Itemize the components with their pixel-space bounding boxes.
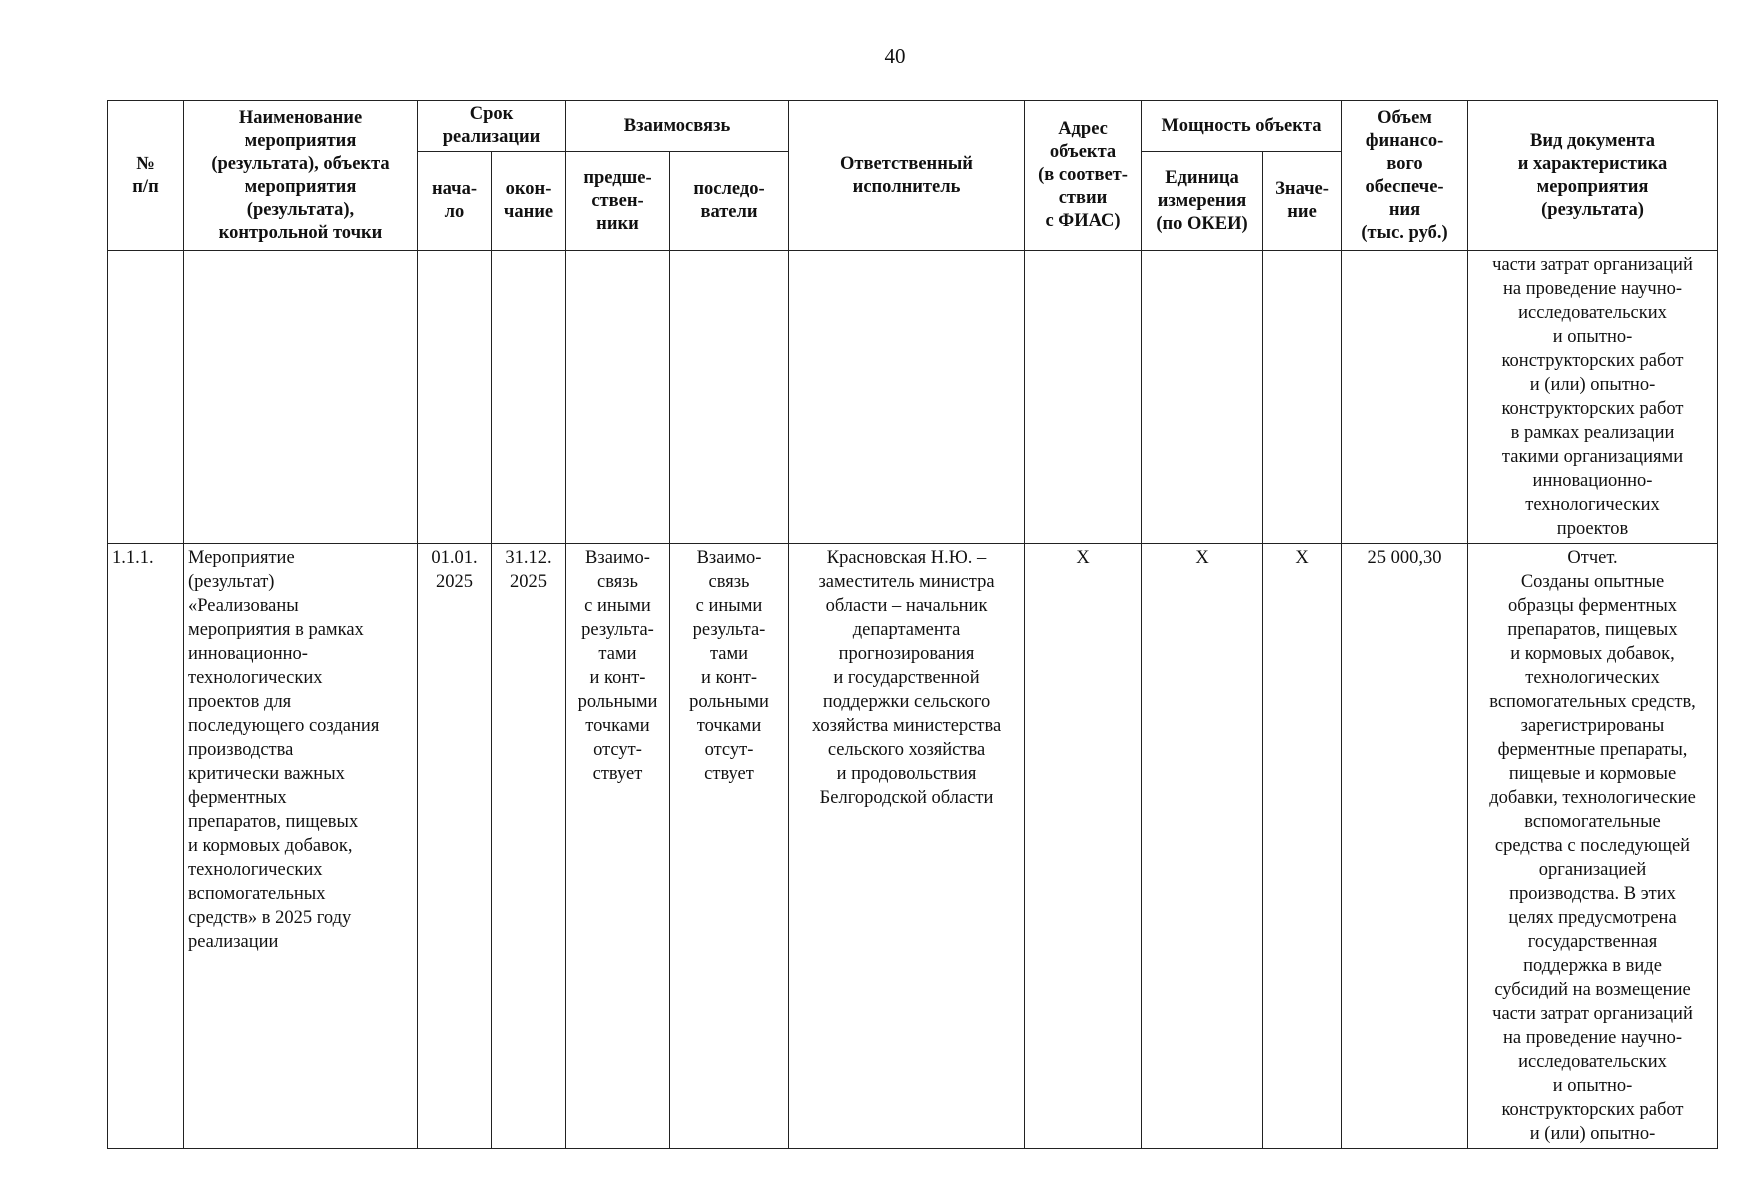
cell-empty: [566, 251, 670, 544]
cell-start: 01.01. 2025: [418, 544, 492, 1149]
header-address: Адрес объекта (в соответ- ствии с ФИАС): [1025, 101, 1142, 251]
cell-value: Х: [1263, 544, 1342, 1149]
cell-empty: [184, 251, 418, 544]
header-responsible: Ответственный исполнитель: [789, 101, 1025, 251]
header-link: Взаимосвязь: [566, 101, 789, 152]
cell-empty: [418, 251, 492, 544]
cell-doc-continuation: части затрат организаций на проведение научно- исследовательских и опытно- конструкторских работ и (или) опытно- конструкторских работ в рамках реализации такими организациями инновационно- технологических проектов: [1468, 251, 1718, 544]
header-term-start: нача- ло: [418, 152, 492, 251]
plan-table: [107, 100, 1718, 1149]
header-num: № п/п: [108, 101, 184, 251]
cell-predecessors: Взаимо- связь с иными результа- тами и конт- рольными точками отсут- ствует: [566, 544, 670, 1149]
header-capacity-value: Значе- ние: [1263, 152, 1342, 251]
page-number: 40: [884, 44, 906, 68]
header-name: Наименование мероприятия (результата), объекта мероприятия (результата), контрольной точки: [184, 101, 418, 251]
cell-address: Х: [1025, 544, 1142, 1149]
cell-empty: [1342, 251, 1468, 544]
header-capacity-unit: Единица измерения (по ОКЕИ): [1142, 152, 1263, 251]
cell-empty: [492, 251, 566, 544]
cell-finance: 25 000,30: [1342, 544, 1468, 1149]
header-term: Срок реализации: [418, 101, 566, 152]
header-finance: Объем финансо- вого обеспече- ния (тыс. руб.): [1342, 101, 1468, 251]
cell-end: 31.12. 2025: [492, 544, 566, 1149]
cell-name: Мероприятие (результат) «Реализованы мероприятия в рамках инновационно- технологических проектов для последующего создания производства критически важных ферментных препаратов, пищевых и кормовых добавок, технологических вспомогательных средств» в 2025 году реализации: [184, 544, 418, 1149]
header-link-succ: последо- ватели: [670, 152, 789, 251]
cell-empty: [1025, 251, 1142, 544]
cell-num: 1.1.1.: [108, 544, 184, 1149]
cell-unit: Х: [1142, 544, 1263, 1149]
header-term-end: окон- чание: [492, 152, 566, 251]
cell-doc: Отчет. Созданы опытные образцы ферментных препаратов, пищевых и кормовых добавок, технологических вспомогательных средств, зарегистрированы ферментные препараты, пищевые и кормовые добавки, технологические вспомогательные средства с последующей организацией производства. В этих целях предусмотрена государственная поддержка в виде субсидий на возмещение части затрат организаций на проведение научно- исследовательских и опытно- конструкторских работ и (или) опытно-: [1468, 544, 1718, 1149]
cell-successors: Взаимо- связь с иными результа- тами и конт- рольными точками отсут- ствует: [670, 544, 789, 1149]
table-row-1-1-1: [108, 544, 1718, 1149]
cell-empty: [108, 251, 184, 544]
cell-empty: [789, 251, 1025, 544]
header-row-1: [108, 101, 1718, 152]
cell-empty: [670, 251, 789, 544]
header-link-pred: предше- ствен- ники: [566, 152, 670, 251]
cell-empty: [1263, 251, 1342, 544]
cell-responsible: Красновская Н.Ю. – заместитель министра области – начальник департамента прогнозирования и государственной поддержки сельского хозяйства министерства сельского хозяйства и продовольствия Белгородской области: [789, 544, 1025, 1149]
header-capacity: Мощность объекта: [1142, 101, 1342, 152]
table-row-continuation: [108, 251, 1718, 544]
cell-empty: [1142, 251, 1263, 544]
header-doc: Вид документа и характеристика мероприятия (результата): [1468, 101, 1718, 251]
